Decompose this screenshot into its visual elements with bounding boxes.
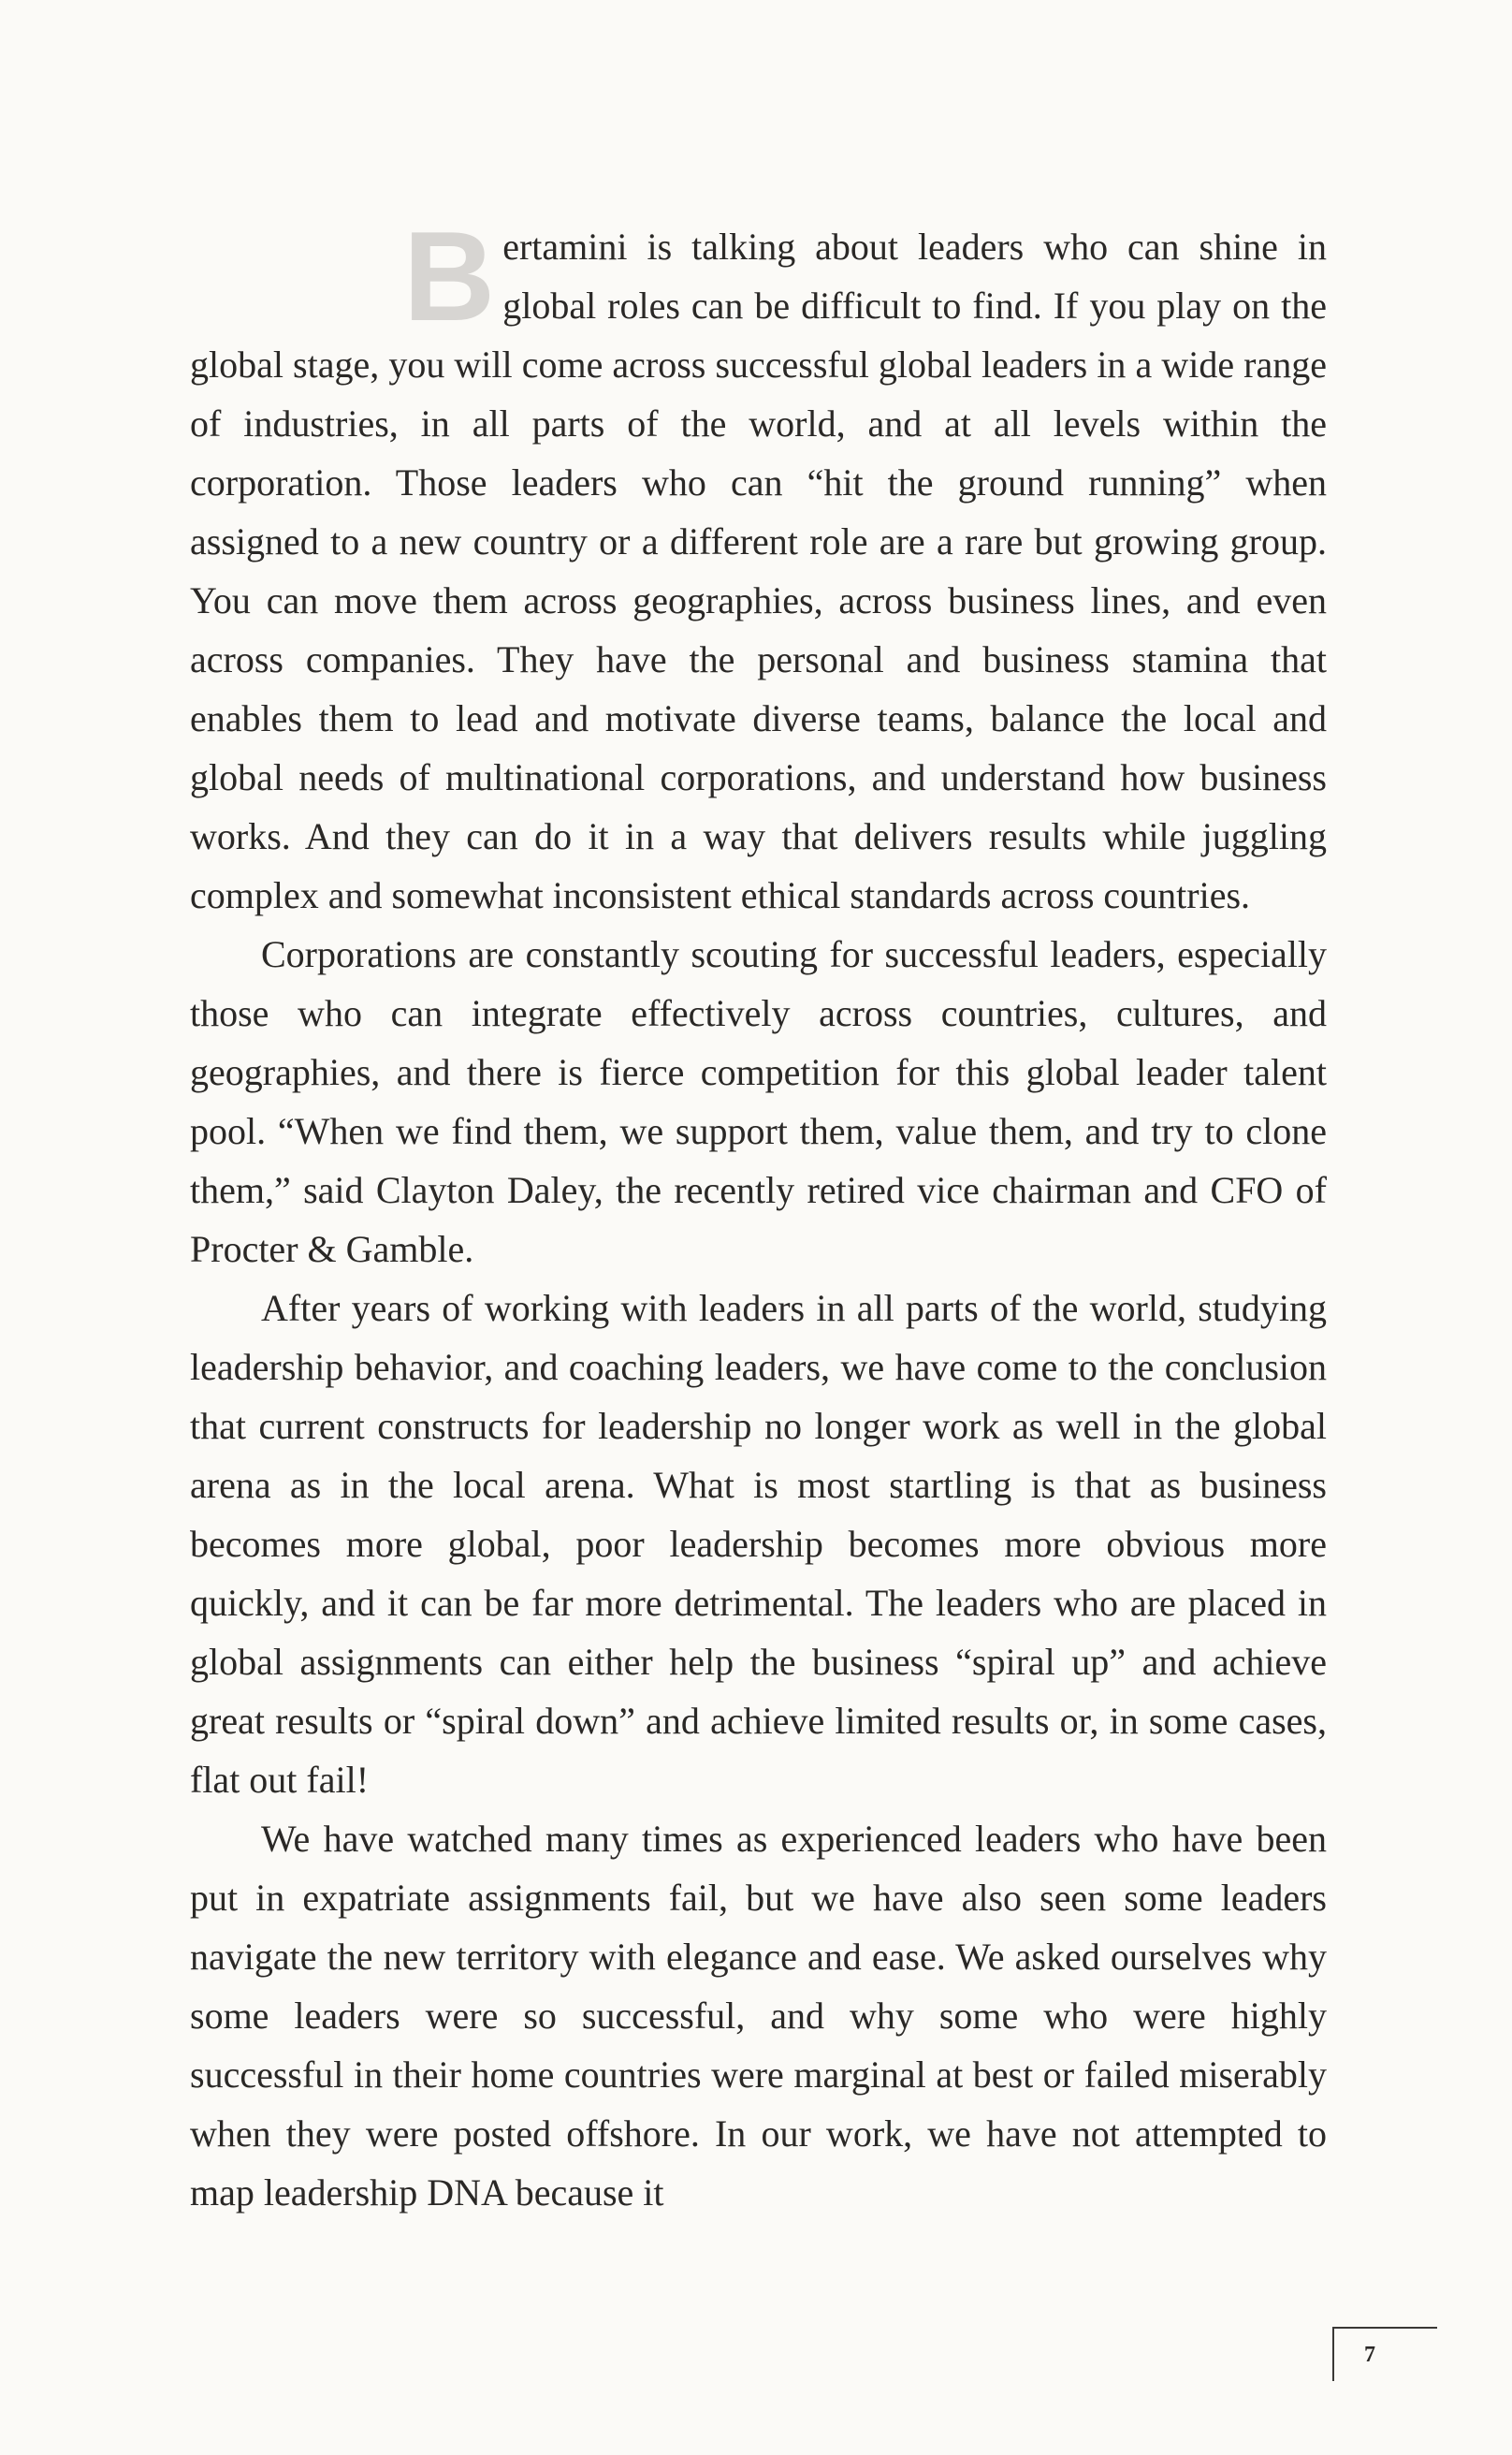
paragraph-3: After years of working with leaders in all parts of the world, studying leadership behavior, and coaching leaders, we have come to the conclusion that current constructs for leadership no longer work as well in the global arena as in the local arena. What is most startling is that as business becomes more global, poor leadership becomes more obvious more quickly, and it can be far more detrimental. The leaders who are placed in global assignments can either help the business “spiral up” and achieve great results or “spiral down” and achieve limited results or, in some cases, flat out fail! [190, 1287, 1327, 1801]
folio-rule-vertical [1332, 2327, 1334, 2381]
page-body [190, 205, 1327, 2222]
drop-cap: B [403, 205, 496, 347]
folio-rule-horizontal [1332, 2327, 1437, 2329]
paragraph-2: Corporations are constantly scouting for successful leaders, especially those who can integrate effectively across countries, cultures, and geographies, and there is fierce competition for this global leader talent pool. “When we find them, we support them, value them, and try to clone them,” said Clayton Daley, the recently retired vice chairman and CFO of Procter & Gamble. [190, 933, 1327, 1270]
paragraph-1 [190, 205, 1327, 925]
paragraph-1-text: ertamini is talking about leaders who can shine in global roles can be difficult to find. If you play on the global stage, you will come across successful global leaders in a wide range of industries, in all parts of the world, and at all levels within the corporation. Those leaders who can “hit the ground running” when assigned to a new country or a different role are a rare but growing group. You can move them across geographies, across business lines, and even across companies. They have the personal and business stamina that enables them to lead and motivate diverse teams, balance the local and global needs of multinational corporations, and understand how business works. And they can do it in a way that delivers results while juggling complex and somewhat inconsistent ethical standards across countries. [190, 226, 1327, 916]
page-number: 7 [1364, 2343, 1375, 2367]
paragraph-4: We have watched many times as experienced leaders who have been put in expatriate assignments fail, but we have also seen some leaders navigate the new territory with elegance and ease. We asked ourselves why some leaders were so successful, and why some who were highly successful in their home countries were marginal at best or failed miserably when they were posted offshore. In our work, we have not attempted to map leadership DNA because it [190, 1818, 1327, 2214]
